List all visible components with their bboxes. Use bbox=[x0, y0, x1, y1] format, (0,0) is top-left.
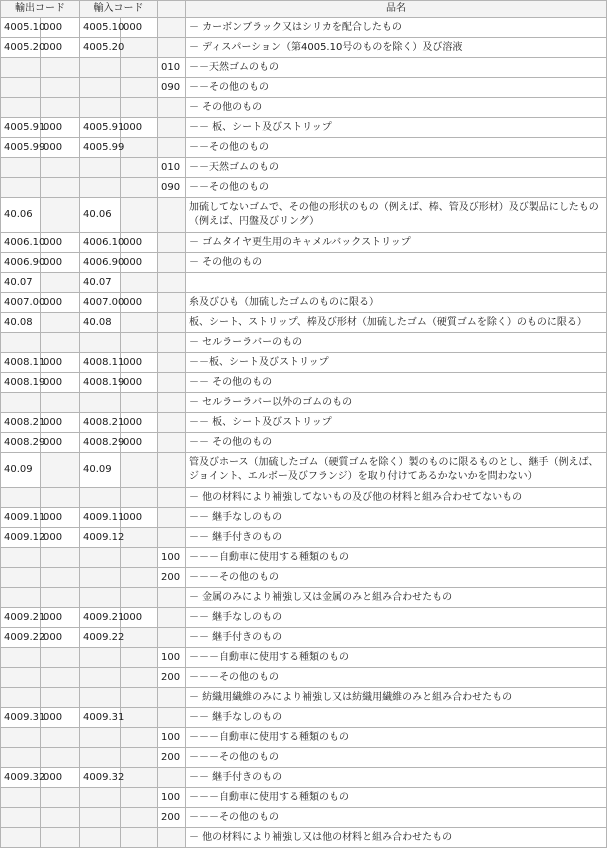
statistical-code-cell bbox=[158, 118, 186, 138]
description-cell: －－ 継手付きのもの bbox=[186, 528, 607, 548]
import-suffix-cell bbox=[121, 788, 158, 808]
export-suffix-cell bbox=[41, 548, 80, 568]
import-code-cell: 4008.11 bbox=[80, 353, 121, 373]
import-code-cell: 40.09 bbox=[80, 453, 121, 488]
export-code-cell: 4009.31 bbox=[1, 708, 41, 728]
table-row bbox=[1, 708, 607, 728]
export-code-cell: 40.09 bbox=[1, 453, 41, 488]
statistical-code-cell bbox=[158, 273, 186, 293]
table-row bbox=[1, 178, 607, 198]
import-code-cell: 4005.10 bbox=[80, 18, 121, 38]
export-code-cell bbox=[1, 688, 41, 708]
table-row bbox=[1, 118, 607, 138]
export-suffix-cell: 000 bbox=[41, 608, 80, 628]
statistical-code-cell bbox=[158, 628, 186, 648]
table-row bbox=[1, 788, 607, 808]
import-suffix-cell bbox=[121, 728, 158, 748]
import-suffix-cell bbox=[121, 808, 158, 828]
export-suffix-cell: 000 bbox=[41, 353, 80, 373]
description-cell: －－－その他のもの bbox=[186, 668, 607, 688]
export-suffix-cell: 000 bbox=[41, 118, 80, 138]
export-suffix-cell: 000 bbox=[41, 253, 80, 273]
import-code-header: 輸入コード bbox=[80, 1, 158, 18]
export-suffix-cell bbox=[41, 728, 80, 748]
statistical-code-cell bbox=[158, 433, 186, 453]
table-row bbox=[1, 768, 607, 788]
table-row bbox=[1, 38, 607, 58]
table-row bbox=[1, 58, 607, 78]
export-code-cell: 4009.11 bbox=[1, 508, 41, 528]
import-suffix-cell bbox=[121, 453, 158, 488]
export-suffix-cell bbox=[41, 788, 80, 808]
description-cell: － その他のもの bbox=[186, 98, 607, 118]
import-code-cell bbox=[80, 548, 121, 568]
statistical-code-cell bbox=[158, 588, 186, 608]
import-suffix-cell: 000 bbox=[121, 413, 158, 433]
description-cell: － ゴムタイヤ更生用のキャメルバックストリップ bbox=[186, 233, 607, 253]
statistical-code-cell bbox=[158, 608, 186, 628]
import-suffix-cell bbox=[121, 78, 158, 98]
import-suffix-cell bbox=[121, 333, 158, 353]
table-row bbox=[1, 158, 607, 178]
export-code-cell: 40.07 bbox=[1, 273, 41, 293]
statistical-code-cell bbox=[158, 98, 186, 118]
statistical-code-cell bbox=[158, 393, 186, 413]
import-suffix-cell bbox=[121, 708, 158, 728]
description-cell: －－ その他のもの bbox=[186, 373, 607, 393]
export-suffix-cell bbox=[41, 273, 80, 293]
statistical-code-cell bbox=[158, 768, 186, 788]
import-suffix-cell bbox=[121, 528, 158, 548]
statistical-code-cell: 100 bbox=[158, 648, 186, 668]
import-code-cell bbox=[80, 78, 121, 98]
import-suffix-cell bbox=[121, 768, 158, 788]
export-code-cell: 4008.21 bbox=[1, 413, 41, 433]
description-cell: －－ 継手付きのもの bbox=[186, 628, 607, 648]
description-cell: －－－その他のもの bbox=[186, 808, 607, 828]
table-row bbox=[1, 528, 607, 548]
export-code-cell: 40.08 bbox=[1, 313, 41, 333]
export-code-cell bbox=[1, 788, 41, 808]
description-cell: －－その他のもの bbox=[186, 178, 607, 198]
description-cell: － 紡織用繊維のみにより補強し又は紡織用繊維のみと組み合わせたもの bbox=[186, 688, 607, 708]
table-row bbox=[1, 138, 607, 158]
statistical-code-cell: 090 bbox=[158, 178, 186, 198]
export-suffix-cell: 000 bbox=[41, 628, 80, 648]
export-code-cell bbox=[1, 748, 41, 768]
table-row bbox=[1, 313, 607, 333]
table-row bbox=[1, 273, 607, 293]
table-row bbox=[1, 78, 607, 98]
import-code-cell bbox=[80, 488, 121, 508]
statistical-code-cell: 100 bbox=[158, 548, 186, 568]
table-row bbox=[1, 628, 607, 648]
table-row bbox=[1, 488, 607, 508]
description-cell: －－－自動車に使用する種類のもの bbox=[186, 648, 607, 668]
import-code-cell: 4008.19 bbox=[80, 373, 121, 393]
statistical-code-cell bbox=[158, 38, 186, 58]
export-code-cell bbox=[1, 728, 41, 748]
statistical-code-cell bbox=[158, 198, 186, 233]
export-code-cell: 4007.00 bbox=[1, 293, 41, 313]
import-code-cell: 4008.29 bbox=[80, 433, 121, 453]
export-suffix-cell: 000 bbox=[41, 708, 80, 728]
description-cell: －－－自動車に使用する種類のもの bbox=[186, 728, 607, 748]
statistical-code-cell: 200 bbox=[158, 748, 186, 768]
description-cell: －－－自動車に使用する種類のもの bbox=[186, 788, 607, 808]
description-cell: 管及びホース（加硫したゴム（硬質ゴムを除く）製のものに限るものとし、継手（例えば、ジョイント、エルボー及びフランジ）を取り付けてあるかないかを問わない） bbox=[186, 453, 607, 488]
export-code-cell bbox=[1, 58, 41, 78]
statistical-code-cell: 200 bbox=[158, 568, 186, 588]
export-code-header: 輸出コード bbox=[1, 1, 80, 18]
description-cell: －－ 継手なしのもの bbox=[186, 708, 607, 728]
import-suffix-cell bbox=[121, 488, 158, 508]
table-row bbox=[1, 373, 607, 393]
export-code-cell: 4008.11 bbox=[1, 353, 41, 373]
export-code-cell: 4006.90 bbox=[1, 253, 41, 273]
export-suffix-cell bbox=[41, 178, 80, 198]
export-code-cell bbox=[1, 588, 41, 608]
import-suffix-cell: 000 bbox=[121, 433, 158, 453]
statistical-code-cell: 010 bbox=[158, 158, 186, 178]
import-code-cell bbox=[80, 333, 121, 353]
table-row bbox=[1, 608, 607, 628]
export-code-cell: 4009.12 bbox=[1, 528, 41, 548]
export-suffix-cell bbox=[41, 333, 80, 353]
import-code-cell: 40.08 bbox=[80, 313, 121, 333]
export-suffix-cell: 000 bbox=[41, 433, 80, 453]
import-code-cell bbox=[80, 568, 121, 588]
table-row bbox=[1, 233, 607, 253]
description-cell: －－ 継手なしのもの bbox=[186, 608, 607, 628]
statistical-code-cell bbox=[158, 688, 186, 708]
import-code-cell bbox=[80, 748, 121, 768]
import-code-cell bbox=[80, 393, 121, 413]
table-row bbox=[1, 808, 607, 828]
import-code-cell bbox=[80, 828, 121, 848]
export-suffix-cell bbox=[41, 828, 80, 848]
export-code-cell: 4008.19 bbox=[1, 373, 41, 393]
export-code-cell: 4005.99 bbox=[1, 138, 41, 158]
export-code-cell bbox=[1, 548, 41, 568]
export-code-cell bbox=[1, 808, 41, 828]
description-cell: － セルラーラバー以外のゴムのもの bbox=[186, 393, 607, 413]
import-suffix-cell bbox=[121, 313, 158, 333]
import-code-cell bbox=[80, 588, 121, 608]
statistical-code-cell bbox=[158, 413, 186, 433]
statistical-code-cell bbox=[158, 528, 186, 548]
import-suffix-cell bbox=[121, 178, 158, 198]
statistical-code-cell: 090 bbox=[158, 78, 186, 98]
table-row bbox=[1, 688, 607, 708]
table-row bbox=[1, 293, 607, 313]
description-cell: －－ 板、シート及びストリップ bbox=[186, 118, 607, 138]
import-code-cell bbox=[80, 158, 121, 178]
export-suffix-cell bbox=[41, 568, 80, 588]
description-cell: －－－その他のもの bbox=[186, 748, 607, 768]
import-code-cell: 4009.22 bbox=[80, 628, 121, 648]
description-header: 品名 bbox=[186, 1, 607, 18]
import-suffix-cell bbox=[121, 548, 158, 568]
import-code-cell bbox=[80, 98, 121, 118]
export-code-cell: 4009.32 bbox=[1, 768, 41, 788]
export-code-cell bbox=[1, 648, 41, 668]
export-code-cell: 4009.21 bbox=[1, 608, 41, 628]
table-row bbox=[1, 728, 607, 748]
description-cell: 板、シート、ストリップ、棒及び形材（加硫したゴム（硬質ゴムを除く）のものに限る） bbox=[186, 313, 607, 333]
import-code-cell: 4009.32 bbox=[80, 768, 121, 788]
statistical-code-cell bbox=[158, 708, 186, 728]
import-suffix-cell bbox=[121, 828, 158, 848]
export-suffix-cell: 000 bbox=[41, 138, 80, 158]
table-row bbox=[1, 353, 607, 373]
description-cell: －－天然ゴムのもの bbox=[186, 58, 607, 78]
export-suffix-cell bbox=[41, 78, 80, 98]
import-code-cell: 4008.21 bbox=[80, 413, 121, 433]
import-code-cell: 4009.31 bbox=[80, 708, 121, 728]
export-code-cell bbox=[1, 98, 41, 118]
import-suffix-cell bbox=[121, 98, 158, 118]
statistical-code-cell bbox=[158, 18, 186, 38]
import-code-cell bbox=[80, 788, 121, 808]
import-suffix-cell bbox=[121, 58, 158, 78]
statistical-code-cell bbox=[158, 313, 186, 333]
import-suffix-cell bbox=[121, 273, 158, 293]
description-cell: －－ 継手付きのもの bbox=[186, 768, 607, 788]
description-cell: － セルラーラバーのもの bbox=[186, 333, 607, 353]
export-suffix-cell: 000 bbox=[41, 413, 80, 433]
export-suffix-cell: 000 bbox=[41, 293, 80, 313]
import-code-cell: 4005.91 bbox=[80, 118, 121, 138]
statistical-code-cell: 100 bbox=[158, 728, 186, 748]
export-code-cell bbox=[1, 333, 41, 353]
export-suffix-cell: 000 bbox=[41, 528, 80, 548]
export-code-cell: 4005.10 bbox=[1, 18, 41, 38]
description-cell: －－ 継手なしのもの bbox=[186, 508, 607, 528]
import-suffix-cell bbox=[121, 648, 158, 668]
table-row bbox=[1, 568, 607, 588]
statistical-code-cell bbox=[158, 138, 186, 158]
description-cell: － 他の材料により補強してないもの及び他の材料と組み合わせてないもの bbox=[186, 488, 607, 508]
import-code-cell bbox=[80, 648, 121, 668]
table-row bbox=[1, 98, 607, 118]
table-row bbox=[1, 453, 607, 488]
export-code-cell bbox=[1, 828, 41, 848]
import-suffix-cell: 000 bbox=[121, 233, 158, 253]
table-row bbox=[1, 18, 607, 38]
export-suffix-cell: 000 bbox=[41, 18, 80, 38]
table-row bbox=[1, 333, 607, 353]
statistical-code-cell: 010 bbox=[158, 58, 186, 78]
table-header bbox=[1, 1, 607, 18]
export-suffix-cell: 000 bbox=[41, 233, 80, 253]
description-cell: 糸及びひも（加硫したゴムのものに限る） bbox=[186, 293, 607, 313]
description-cell: － ディスパーション（第4005.10号のものを除く）及び溶液 bbox=[186, 38, 607, 58]
export-code-cell bbox=[1, 178, 41, 198]
export-suffix-cell bbox=[41, 393, 80, 413]
import-suffix-cell bbox=[121, 393, 158, 413]
statistical-code-cell bbox=[158, 373, 186, 393]
import-suffix-cell: 000 bbox=[121, 353, 158, 373]
import-suffix-cell: 000 bbox=[121, 293, 158, 313]
import-suffix-cell: 000 bbox=[121, 18, 158, 38]
export-suffix-cell: 000 bbox=[41, 768, 80, 788]
statistical-code-cell: 200 bbox=[158, 668, 186, 688]
export-code-cell bbox=[1, 393, 41, 413]
export-code-cell bbox=[1, 488, 41, 508]
statistical-code-cell bbox=[158, 508, 186, 528]
export-code-cell: 4005.20 bbox=[1, 38, 41, 58]
table-row bbox=[1, 828, 607, 848]
description-cell: －－その他のもの bbox=[186, 138, 607, 158]
import-suffix-cell: 000 bbox=[121, 508, 158, 528]
export-suffix-cell: 000 bbox=[41, 373, 80, 393]
table-row bbox=[1, 198, 607, 233]
table-row bbox=[1, 668, 607, 688]
export-code-cell bbox=[1, 668, 41, 688]
export-suffix-cell bbox=[41, 313, 80, 333]
description-cell: － 他の材料により補強し又は他の材料と組み合わせたもの bbox=[186, 828, 607, 848]
import-suffix-cell bbox=[121, 588, 158, 608]
import-suffix-cell bbox=[121, 158, 158, 178]
export-suffix-cell bbox=[41, 588, 80, 608]
description-cell: 加硫してないゴムで、その他の形状のもの（例えば、棒、管及び形材）及び製品にしたもの（例えば、円盤及びリング） bbox=[186, 198, 607, 233]
export-code-cell bbox=[1, 78, 41, 98]
statistical-code-cell: 200 bbox=[158, 808, 186, 828]
export-suffix-cell bbox=[41, 668, 80, 688]
import-code-cell bbox=[80, 688, 121, 708]
export-suffix-cell: 000 bbox=[41, 508, 80, 528]
export-code-cell: 4009.22 bbox=[1, 628, 41, 648]
import-code-cell bbox=[80, 668, 121, 688]
description-cell: －－ その他のもの bbox=[186, 433, 607, 453]
description-cell: － 金属のみにより補強し又は金属のみと組み合わせたもの bbox=[186, 588, 607, 608]
export-suffix-cell bbox=[41, 688, 80, 708]
export-suffix-cell bbox=[41, 98, 80, 118]
import-suffix-cell bbox=[121, 628, 158, 648]
import-code-cell bbox=[80, 178, 121, 198]
import-code-cell: 4006.10 bbox=[80, 233, 121, 253]
import-suffix-cell: 000 bbox=[121, 118, 158, 138]
export-suffix-cell bbox=[41, 58, 80, 78]
description-cell: －－天然ゴムのもの bbox=[186, 158, 607, 178]
statistical-code-cell bbox=[158, 253, 186, 273]
statistical-code-cell bbox=[158, 333, 186, 353]
statistical-code-cell bbox=[158, 828, 186, 848]
export-suffix-cell bbox=[41, 648, 80, 668]
statistical-code-cell bbox=[158, 233, 186, 253]
description-cell: －－－自動車に使用する種類のもの bbox=[186, 548, 607, 568]
import-code-cell: 4009.11 bbox=[80, 508, 121, 528]
table-row bbox=[1, 648, 607, 668]
import-suffix-cell bbox=[121, 138, 158, 158]
description-cell: －－ 板、シート及びストリップ bbox=[186, 413, 607, 433]
import-code-cell: 40.06 bbox=[80, 198, 121, 233]
export-code-cell bbox=[1, 158, 41, 178]
import-code-cell: 4005.99 bbox=[80, 138, 121, 158]
table-row bbox=[1, 413, 607, 433]
export-suffix-cell bbox=[41, 158, 80, 178]
import-code-cell: 40.07 bbox=[80, 273, 121, 293]
statistical-code-cell: 100 bbox=[158, 788, 186, 808]
import-suffix-cell: 000 bbox=[121, 253, 158, 273]
export-suffix-cell bbox=[41, 488, 80, 508]
description-cell: －－－その他のもの bbox=[186, 568, 607, 588]
export-suffix-cell bbox=[41, 808, 80, 828]
export-code-cell bbox=[1, 568, 41, 588]
table-body bbox=[1, 18, 607, 848]
import-suffix-cell bbox=[121, 38, 158, 58]
statistical-code-header bbox=[158, 1, 186, 18]
table-row bbox=[1, 393, 607, 413]
export-suffix-cell bbox=[41, 453, 80, 488]
description-cell: －－その他のもの bbox=[186, 78, 607, 98]
import-code-cell: 4006.90 bbox=[80, 253, 121, 273]
description-cell bbox=[186, 273, 607, 293]
import-suffix-cell bbox=[121, 198, 158, 233]
statistical-code-cell bbox=[158, 453, 186, 488]
import-suffix-cell bbox=[121, 688, 158, 708]
export-code-cell: 4005.91 bbox=[1, 118, 41, 138]
export-code-cell: 4006.10 bbox=[1, 233, 41, 253]
description-cell: － その他のもの bbox=[186, 253, 607, 273]
export-code-cell: 4008.29 bbox=[1, 433, 41, 453]
import-suffix-cell: 000 bbox=[121, 608, 158, 628]
table-row bbox=[1, 548, 607, 568]
import-code-cell bbox=[80, 808, 121, 828]
table-row bbox=[1, 433, 607, 453]
description-cell: － カーボンブラック又はシリカを配合したもの bbox=[186, 18, 607, 38]
import-suffix-cell: 000 bbox=[121, 373, 158, 393]
export-suffix-cell bbox=[41, 748, 80, 768]
table-row bbox=[1, 588, 607, 608]
export-suffix-cell: 000 bbox=[41, 38, 80, 58]
import-code-cell: 4009.21 bbox=[80, 608, 121, 628]
import-code-cell: 4005.20 bbox=[80, 38, 121, 58]
import-suffix-cell bbox=[121, 668, 158, 688]
table-row bbox=[1, 253, 607, 273]
import-suffix-cell bbox=[121, 748, 158, 768]
export-code-cell: 40.06 bbox=[1, 198, 41, 233]
table-row bbox=[1, 508, 607, 528]
table-row bbox=[1, 748, 607, 768]
statistical-code-cell bbox=[158, 293, 186, 313]
import-code-cell bbox=[80, 728, 121, 748]
import-suffix-cell bbox=[121, 568, 158, 588]
description-cell: －－板、シート及びストリップ bbox=[186, 353, 607, 373]
import-code-cell bbox=[80, 58, 121, 78]
import-code-cell: 4009.12 bbox=[80, 528, 121, 548]
statistical-code-cell bbox=[158, 488, 186, 508]
import-code-cell: 4007.00 bbox=[80, 293, 121, 313]
header-row bbox=[1, 1, 607, 18]
export-suffix-cell bbox=[41, 198, 80, 233]
statistical-code-cell bbox=[158, 353, 186, 373]
